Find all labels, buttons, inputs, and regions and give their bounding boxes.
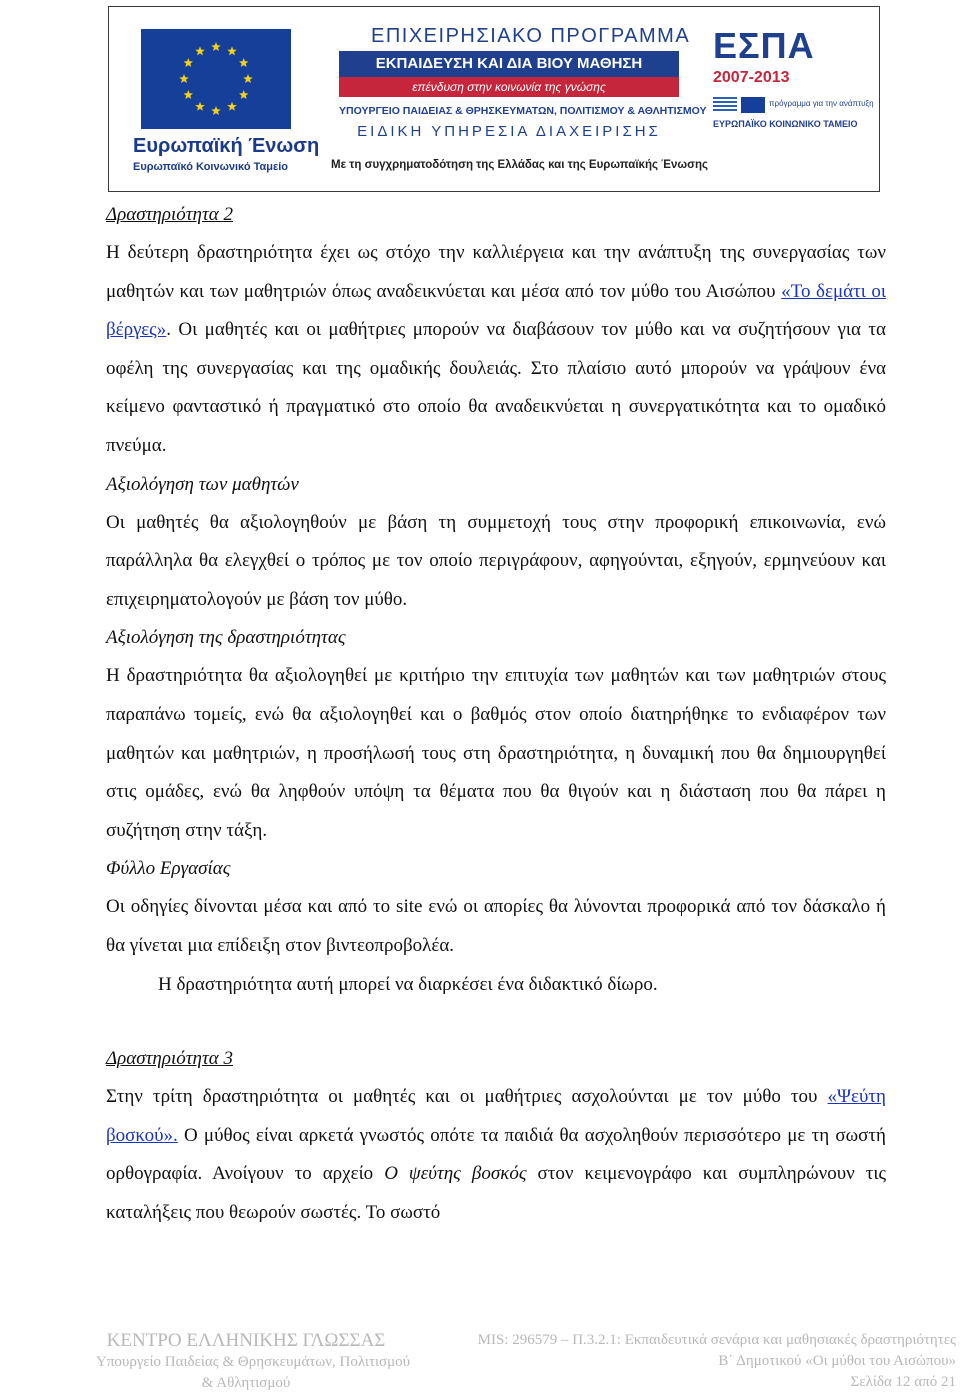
worksheet-heading: Φύλλο Εργασίας <box>106 858 231 880</box>
fable-link-bundle-of-sticks[interactable]: «Το δεμάτι οι βέργες» <box>106 280 886 341</box>
footer-mis: MIS: 296579 – Π.3.2.1: Εκπαιδευτικά σενάρια και μαθησιακές δραστηριότητες <box>477 1332 956 1348</box>
duration-paragraph: Η δραστηριότητα αυτή μπορεί να διαρκέσει ένα διδακτικό δίωρο. <box>158 973 658 995</box>
eu-star-icon <box>211 106 221 115</box>
cofunding-text: Με τη συγχρηματοδότηση της Ελλάδας και της Ευρωπαϊκής Ένωσης <box>331 159 708 171</box>
eu-star-icon <box>184 90 194 99</box>
program-tagline: επένδυση στην κοινωνία της γνώσης <box>339 77 679 97</box>
eval-activity-heading: Αξιολόγηση της δραστηριότητας <box>106 627 346 649</box>
ministry-name: ΥΠΟΥΡΓΕΙΟ ΠΑΙΔΕΙΑΣ & ΘΡΗΣΚΕΥΜΑΤΩΝ, ΠΟΛΙΤΙΣΜΟΥ & ΑΘΛΗΤΙΣΜΟΥ <box>339 105 707 117</box>
footer-organization <box>96 1330 411 1394</box>
footer-page-number: Σελίδα 12 από 21 <box>850 1374 956 1390</box>
eu-name: Ευρωπαϊκή Ένωση <box>133 135 320 157</box>
eu-star-icon <box>179 74 189 83</box>
header-banner <box>108 6 880 192</box>
program-logo <box>331 15 708 185</box>
footer-ministry-line2: & Αθλητισμού <box>201 1375 291 1391</box>
eu-star-icon <box>227 102 237 111</box>
espa-flags <box>713 97 873 113</box>
activity3-heading: Δραστηριότητα 3 <box>106 1048 233 1070</box>
footer-org-name: ΚΕΝΤΡΟ ΕΛΛΗΝΙΚΗΣ ΓΛΩΣΣΑΣ <box>106 1330 386 1351</box>
eu-small-flag-icon <box>741 97 765 113</box>
espa-name: ΕΣΠΑ <box>713 25 815 66</box>
eu-logo <box>123 19 323 179</box>
program-title: ΕΠΙΧΕΙΡΗΣΙΑΚΟ ΠΡΟΓΡΑΜΜΑ <box>371 25 691 47</box>
eu-stars-icon <box>141 29 291 129</box>
text-run: Ο μύθος είναι αρκετά γνωστός οπότε τα παιδιά θα ασχοληθούν περισσότερο με τη σωστή ορθογραφία. Ανοίγουν το αρχείο <box>106 1124 886 1185</box>
eu-star-icon <box>195 102 205 111</box>
eu-star-icon <box>239 58 249 67</box>
document-body <box>106 196 886 1232</box>
footer-ministry-line1: Υπουργείο Παιδείας & Θρησκευμάτων, Πολιτισμού <box>96 1354 411 1370</box>
greek-flag-icon <box>713 97 737 113</box>
text-run: . Οι μαθητές και οι μαθήτριες μπορούν να διαβάσουν τον μύθο και να συζητήσουν για τα οφέλη της συνεργασίας και της ομαδικής δουλειάς. Στο πλαίσιο αυτό μπορούν να γράψουν ένα κείμενο φανταστικό ή πραγματικό στο οποίο θα αναδεικνύεται η συνεργατικότητα και το ομαδικό πνεύμα. <box>106 319 886 456</box>
eu-flag-icon <box>141 29 291 129</box>
eu-star-icon <box>184 58 194 67</box>
file-name: Ο ψεύτης βοσκός <box>384 1163 527 1185</box>
footer-project-info <box>396 1330 956 1393</box>
eu-subtitle: Ευρωπαϊκό Κοινωνικό Ταμείο <box>133 161 288 173</box>
section-gap <box>106 1004 886 1040</box>
activity2-heading: Δραστηριότητα 2 <box>106 204 233 225</box>
eval-activity-paragraph: Η δραστηριότητα θα αξιολογηθεί με κριτήριο την επιτυχία των μαθητών και των μαθητριών στους παραπάνω τομείς, ενώ θα αξιολογηθεί και ο βαθμός στον οποίο διατηρήθηκε το ενδιαφέρον των μαθητών και μαθητριών, η προσήλωσή τους στη δραστηριότητα, η δυναμική που θα δημιουργηθεί στις ομάδες, ενώ θα ληφθούν υπόψη τα θέματα που θα θιγούν και η διάσταση που θα πάρει η συζήτηση στην τάξη. <box>106 665 886 841</box>
eval-students-heading: Αξιολόγηση των μαθητών <box>106 473 299 495</box>
text-run: Στην τρίτη δραστηριότητα οι μαθητές και οι μαθήτριες ασχολούνται με τον μύθο του <box>106 1086 828 1108</box>
footer-grade: Β΄ Δημοτικού «Οι μύθοι του Αισώπου» <box>718 1353 956 1369</box>
eu-star-icon <box>227 46 237 55</box>
fable-link-liar-shepherd[interactable]: «Ψεύτη βοσκού». <box>106 1086 886 1146</box>
activity2-paragraph <box>106 234 886 466</box>
eu-star-icon <box>195 46 205 55</box>
eu-star-icon <box>239 90 249 99</box>
eu-star-icon <box>243 74 253 83</box>
eval-students-paragraph: Οι μαθητές θα αξιολογηθούν με βάση τη συμμετοχή τους στην προφορική επικοινωνία, ενώ παράλληλα θα ελεγχθεί ο τρόπος με τον οποίο περιγράφουν, αφηγούνται, εξηγούν, ερμηνεύουν και επιχειρηματολογούν με βάση τον μύθο. <box>106 511 886 610</box>
special-service: ΕΙΔΙΚΗ ΥΠΗΡΕΣΙΑ ΔΙΑΧΕΙΡΙΣΗΣ <box>357 123 661 140</box>
espa-logo <box>699 19 874 149</box>
espa-years: 2007-2013 <box>713 69 790 86</box>
text-run: στον κειμενογράφο και συμπληρώνουν τις καταλήξεις που θεωρούν σωστές. Το σωστό <box>106 1163 887 1223</box>
espa-fund: ΕΥΡΩΠΑΪΚΟ ΚΟΙΝΩΝΙΚΟ ΤΑΜΕΙΟ <box>713 119 858 129</box>
page-footer <box>0 1330 960 1400</box>
program-subtitle: ΕΚΠΑΙΔΕΥΣΗ ΚΑΙ ΔΙΑ ΒΙΟΥ ΜΑΘΗΣΗ <box>339 51 679 77</box>
text-run: Η δεύτερη δραστηριότητα έχει ως στόχο την καλλιέργεια και την ανάπτυξη της συνεργασίας των μαθητών και των μαθητριών όπως αναδεικνύεται και μέσα από τον μύθο του Αισώπου <box>106 242 886 302</box>
espa-slogan: πρόγραμμα για την ανάπτυξη <box>769 99 874 108</box>
eu-star-icon <box>211 42 221 51</box>
activity3-paragraph <box>106 1078 886 1232</box>
worksheet-paragraph: Οι οδηγίες δίνονται μέσα και από το site ενώ οι απορίες θα λύνονται προφορικά από τον δάσκαλο ή θα γίνεται μια επίδειξη στον βιντεοπροβολέα. <box>106 896 886 956</box>
